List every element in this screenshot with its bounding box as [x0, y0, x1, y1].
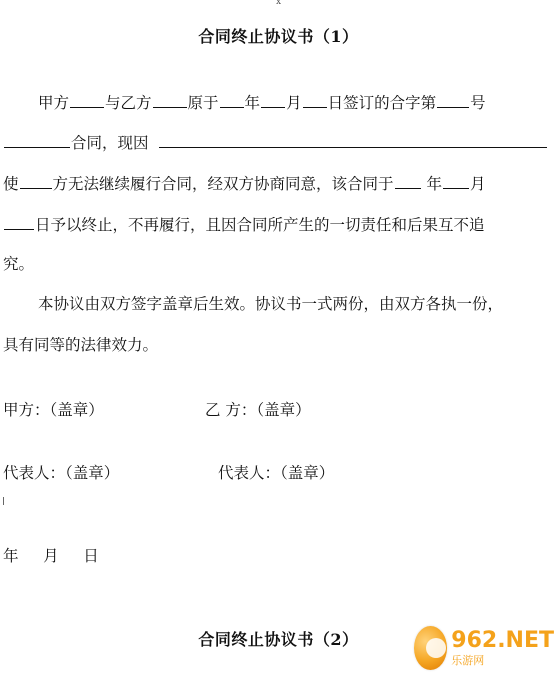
text-unable-continue: 方无法继续履行合同，经双方协商同意，该合同于	[52, 175, 394, 193]
blank-day[interactable]	[303, 91, 327, 108]
text-cursor-mark	[3, 497, 4, 505]
paragraph-2-line-2: 具有同等的法律效力。	[3, 336, 159, 354]
blank-party[interactable]	[20, 172, 52, 189]
watermark-subtitle: 乐游网	[451, 654, 485, 667]
header-mark: x	[276, 0, 282, 7]
signature-party-a: 甲方：（盖章）	[3, 401, 104, 419]
watermark-text	[451, 630, 554, 666]
blank-terminate-month[interactable]	[443, 172, 469, 189]
blank-terminate-year[interactable]	[395, 172, 421, 189]
paragraph-1-line-3	[3, 172, 486, 194]
text-terminate-month: 月	[469, 175, 486, 193]
text-originally: 原于	[187, 94, 219, 112]
text-with-party-b: 与乙方	[105, 94, 152, 112]
blank-month[interactable]	[261, 91, 285, 108]
blank-party-a[interactable]	[70, 91, 104, 108]
watermark-logo-icon	[414, 626, 447, 670]
signature-representative-a: 代表人：（盖章）	[3, 464, 120, 482]
blank-party-b[interactable]	[153, 91, 187, 108]
text-contract-now-due-to: 合同，现因	[71, 134, 149, 152]
paragraph-1-line-1	[38, 91, 486, 113]
paragraph-1-line-2	[3, 131, 548, 153]
document-title-1: 合同终止协议书（1）	[198, 27, 359, 46]
blank-terminate-day[interactable]	[4, 213, 34, 230]
text-year: 年	[244, 94, 261, 112]
text-terminate-year: 年	[426, 175, 442, 193]
blank-contract-name[interactable]	[4, 131, 70, 148]
text-number: 号	[470, 94, 486, 112]
signature-representative-b: 代表人：（盖章）	[218, 464, 335, 482]
blank-contract-number[interactable]	[437, 91, 469, 108]
paragraph-1-line-4	[3, 213, 485, 235]
text-month: 月	[286, 94, 302, 112]
signature-party-b: 乙 方：（盖章）	[205, 401, 311, 419]
text-signed-contract-no: 日签订的合字第	[327, 94, 437, 112]
paragraph-2-line-1: 本协议由双方签字盖章后生效。协议书一式两份，由双方各执一份，	[38, 295, 504, 313]
document-title-2: 合同终止协议书（2）	[198, 630, 359, 649]
blank-reason[interactable]	[159, 131, 547, 148]
watermark	[414, 623, 554, 673]
text-cause: 使	[3, 175, 19, 193]
signature-date: 年 月 日	[3, 547, 99, 565]
paragraph-1-line-5: 究。	[3, 255, 35, 273]
text-party-a: 甲方	[38, 94, 70, 112]
text-terminated-no-liability: 日予以终止，不再履行，且因合同所产生的一切责任和后果互不追	[35, 216, 485, 234]
watermark-brand: 962.NET	[451, 628, 554, 653]
blank-year[interactable]	[220, 91, 244, 108]
